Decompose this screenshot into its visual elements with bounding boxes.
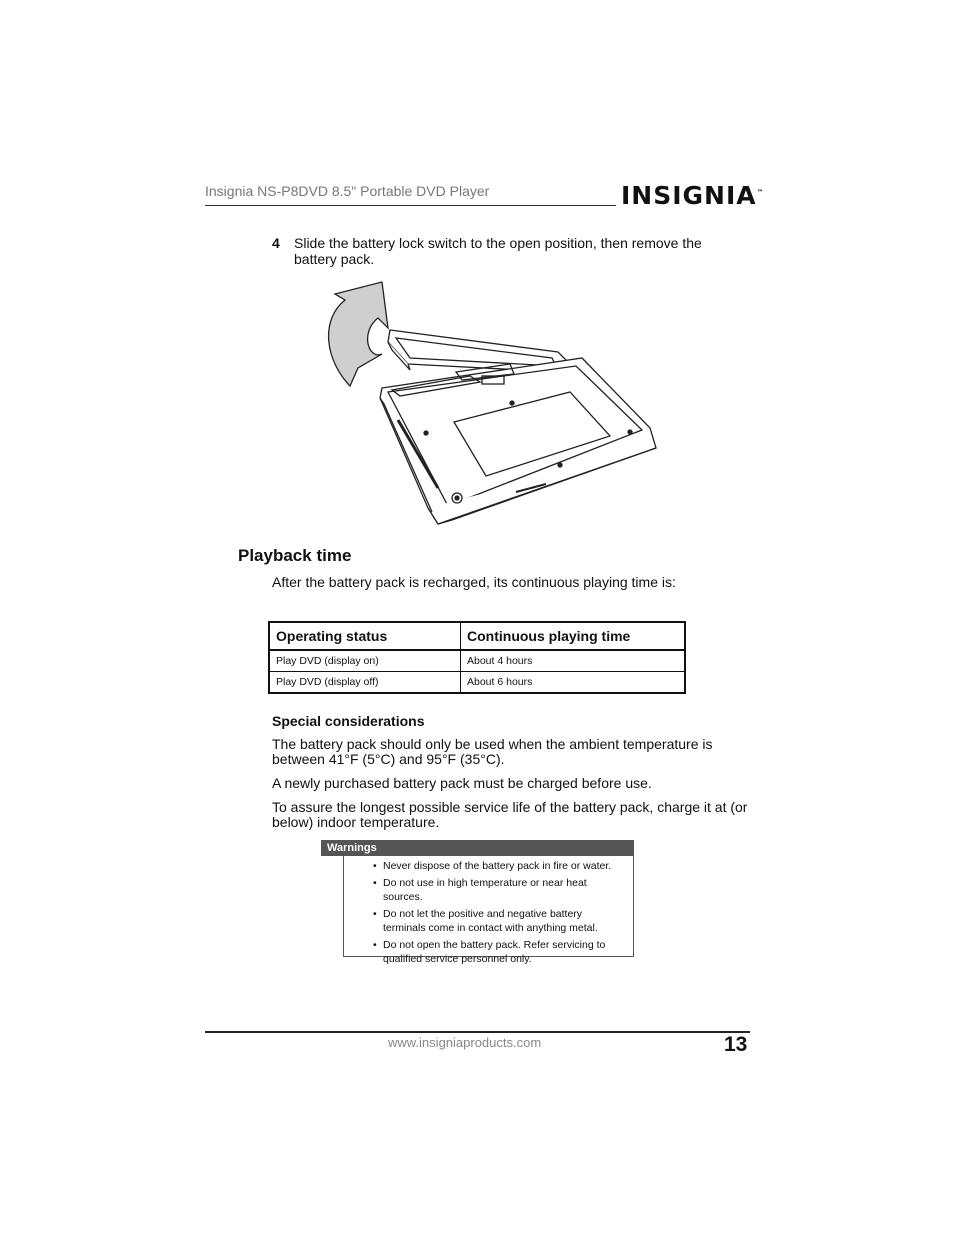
- table-header-row: [269, 622, 685, 650]
- playback-time-table: [268, 621, 686, 694]
- arrow-icon: [329, 282, 388, 386]
- step-text: Slide the battery lock switch to the open position, then remove the battery pack.: [294, 235, 702, 267]
- table-row: [269, 672, 685, 694]
- footer-rule: [205, 1031, 750, 1033]
- bullet-icon: •: [373, 877, 377, 889]
- insignia-logo: [621, 181, 764, 210]
- paragraph: The battery pack should only be used when the ambient temperature is between 41°F (5°C) and 95°F (35°C).: [272, 736, 713, 767]
- dvd-player-body: [380, 358, 656, 524]
- bullet-icon: •: [373, 939, 377, 951]
- page-number: 13: [724, 1033, 748, 1056]
- list-item-text: Do not open the battery pack. Refer servicing to qualified service personnel only.: [383, 939, 606, 965]
- header-rule: [205, 205, 616, 206]
- header-title: Insignia NS-P8DVD 8.5" Portable DVD Player: [205, 183, 490, 199]
- warnings-list: [344, 856, 633, 966]
- logo-trademark: ™: [756, 188, 764, 197]
- table-row: [269, 650, 685, 672]
- step-number: 4: [272, 235, 280, 251]
- warnings-box: [321, 840, 634, 965]
- warnings-body: [343, 856, 634, 965]
- list-item: [344, 938, 633, 966]
- table-cell: About 4 hours: [461, 650, 686, 672]
- column-header: Operating status: [269, 622, 461, 650]
- special-considerations-heading: Special considerations: [272, 713, 425, 729]
- footer-url[interactable]: www.insigniaproducts.com: [388, 1035, 542, 1050]
- step-4: [272, 235, 742, 267]
- playback-intro: After the battery pack is recharged, its continuous playing time is:: [272, 574, 676, 590]
- column-header: Continuous playing time: [461, 622, 686, 650]
- list-item: [344, 876, 633, 904]
- paragraph: A newly purchased battery pack must be charged before use.: [272, 775, 652, 791]
- list-item-text: Never dispose of the battery pack in fire or water.: [383, 860, 612, 872]
- table-cell: Play DVD (display off): [269, 672, 461, 694]
- list-item-text: Do not use in high temperature or near heat sources.: [383, 877, 587, 903]
- bullet-icon: •: [373, 860, 377, 872]
- logo-text: INSIGNIA: [621, 181, 757, 210]
- table-cell: About 6 hours: [461, 672, 686, 694]
- bullet-icon: •: [373, 908, 377, 920]
- list-item: [344, 859, 633, 873]
- list-item-text: Do not let the positive and negative battery terminals come in contact with anything metal.: [383, 908, 598, 934]
- battery-removal-illustration: [320, 280, 660, 532]
- list-item: [344, 907, 633, 935]
- playback-time-heading: Playback time: [238, 546, 352, 565]
- paragraph: To assure the longest possible service life of the battery pack, charge it at (or below) indoor temperature.: [272, 799, 748, 830]
- warnings-title: Warnings: [321, 840, 634, 856]
- table-cell: Play DVD (display on): [269, 650, 461, 672]
